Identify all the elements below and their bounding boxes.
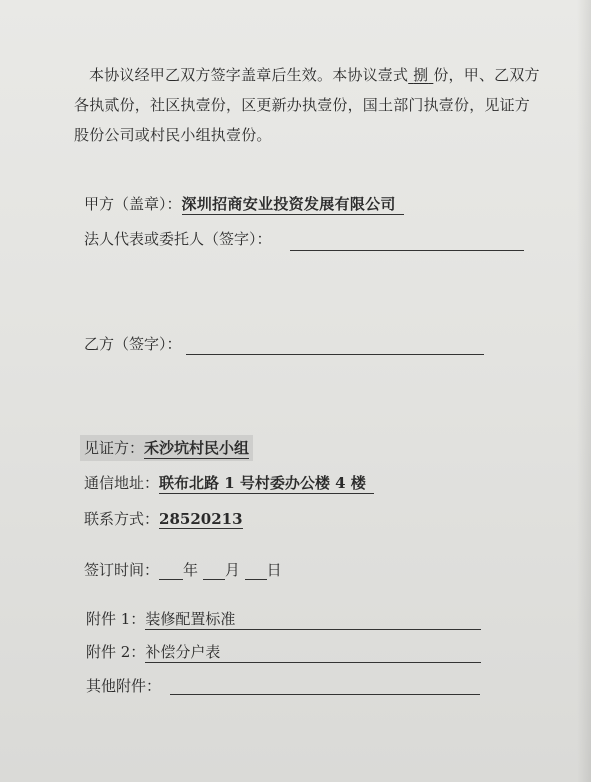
- agreement-text-part2: 份，甲、乙双方各执贰份，社区执壹份，区更新办执壹份，国土部门执壹份，见证方股份公司或村民小组执壹份。: [74, 66, 540, 144]
- signing-date-label: 签订时间：: [84, 561, 160, 579]
- contact-value: 28520213: [159, 510, 243, 528]
- attachment-1-row: [86, 608, 481, 630]
- party-b-label: 乙方（签字）：: [84, 335, 182, 353]
- legal-rep-label: 法人代表或委托人（签字）：: [84, 230, 272, 248]
- witness-value: 禾沙坑村民小组: [144, 439, 250, 457]
- attachment-2-row: [86, 641, 481, 663]
- agreement-paragraph: [74, 60, 544, 150]
- attachment-2-value: 补偿分户表: [145, 641, 481, 663]
- page-edge-shadow: [577, 0, 591, 782]
- address-label: 通信地址：: [84, 474, 160, 492]
- copies-count: 捌: [413, 66, 429, 84]
- other-attachments-label: 其他附件：: [86, 677, 162, 695]
- party-a-row: [84, 193, 404, 215]
- year-label: 年: [183, 561, 199, 579]
- witness-row: [80, 435, 253, 461]
- attachment-1-value: 装修配置标准: [145, 608, 481, 630]
- party-a-label: 甲方（盖章）：: [84, 195, 182, 213]
- address-value: 联布北路 1 号村委办公楼 4 楼: [159, 472, 374, 494]
- other-attachments-line: [170, 694, 480, 695]
- party-a-value: 深圳招商安业投资发展有限公司: [182, 193, 404, 215]
- address-row: [84, 472, 374, 494]
- attachment-2-label: 附件 2：: [86, 643, 146, 661]
- year-blank: [159, 561, 183, 580]
- legal-rep-row: [84, 228, 272, 249]
- day-blank: [245, 561, 267, 580]
- contact-row: [84, 508, 243, 529]
- month-label: 月: [224, 561, 240, 579]
- day-label: 日: [266, 561, 282, 579]
- party-b-signature-line: [186, 354, 484, 355]
- other-attachments-row: [86, 675, 161, 696]
- contact-label: 联系方式：: [84, 510, 160, 528]
- signing-date-row: [84, 559, 282, 580]
- attachment-1-label: 附件 1：: [86, 610, 146, 628]
- month-blank: [203, 561, 225, 580]
- agreement-text-part1: 本协议经甲乙双方签字盖章后生效。本协议壹式: [89, 66, 409, 84]
- witness-label: 见证方：: [84, 439, 145, 457]
- legal-rep-signature-line: [290, 250, 524, 251]
- party-b-row: [84, 333, 182, 354]
